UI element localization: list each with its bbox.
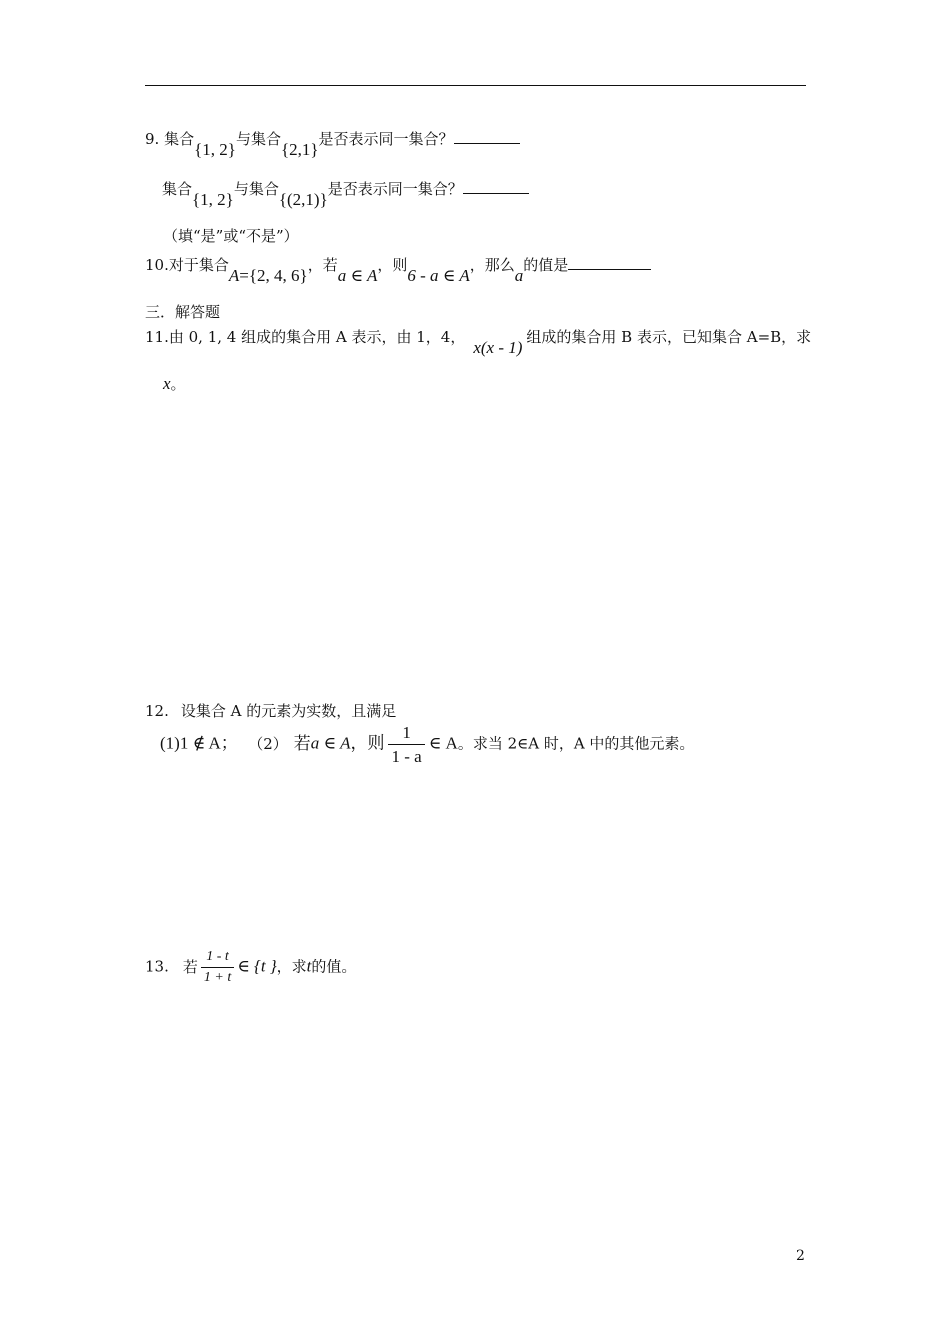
question-11-line-2: [163, 375, 186, 392]
a-in-a: a ∈ A: [310, 733, 351, 753]
question-9-text: 集合: [162, 180, 193, 198]
set-1-2: {1, 2}: [194, 140, 236, 159]
fraction-denominator: 1 - a: [391, 747, 422, 766]
question-12-text: 设集合 A 的元素为实数，且满足: [180, 702, 397, 720]
in-set-t: ∈ {t }: [237, 956, 277, 976]
question-11-text: 。: [170, 375, 186, 393]
condition-2-label: （2）: [255, 734, 288, 753]
page-number: 2: [796, 1248, 805, 1264]
question-9-line-1: [145, 130, 520, 159]
set-a-definition: ={2, 4, 6}: [239, 266, 308, 285]
question-9-line-2: [162, 180, 529, 209]
question-12-text: ，则: [350, 733, 385, 753]
set-1-2: {1, 2}: [192, 190, 234, 209]
six-minus-a-in-a: 6 - a ∈ A: [407, 266, 470, 285]
fraction-1-over-1-minus-a: [388, 724, 424, 765]
answer-blank[interactable]: [568, 269, 651, 270]
answer-blank[interactable]: [463, 193, 529, 194]
fraction-numerator: 1: [388, 724, 424, 745]
question-10-text: ，那么: [469, 256, 515, 274]
question-10-text: ，若: [307, 256, 338, 274]
set-2-1: {2,1}: [280, 140, 319, 159]
question-11-number: 11.: [145, 328, 169, 346]
question-13-text: 若: [182, 957, 198, 976]
fraction-1-minus-t-over-1-plus-t: [201, 950, 234, 985]
in-a-symbol: ∈ A: [428, 733, 458, 753]
question-13-text: ，求: [276, 957, 307, 976]
set-pair-2-1: {(2,1)}: [278, 190, 328, 209]
question-12-text: 。求当 2∈A 时，A 中的其他元素。: [457, 734, 695, 753]
question-9-text: 与集合: [235, 130, 281, 148]
question-12-line-2: [160, 724, 694, 765]
fraction-denominator: 1 + t: [203, 970, 232, 985]
header-rule: [145, 85, 806, 86]
set-a-symbol: A: [228, 266, 240, 285]
question-13-text: 的值。: [311, 957, 357, 976]
question-10-text: ，则: [377, 256, 408, 274]
question-9-text: 集合: [164, 130, 195, 148]
question-11-text: 由 0, 1, 4 组成的集合用 A 表示，由 1，4，: [168, 328, 466, 346]
question-11-text: 组成的集合用 B 表示，已知集合 A=B，求: [526, 328, 812, 346]
question-9-number: 9.: [145, 130, 160, 148]
question-12-line-1: [145, 704, 396, 719]
fraction-numerator: 1 - t: [201, 950, 234, 968]
question-12-number: 12.: [145, 702, 169, 720]
answer-blank[interactable]: [454, 143, 520, 144]
section-heading: 三．解答题: [145, 303, 221, 321]
question-9-text: 是否表示同一集合？: [318, 130, 454, 148]
question-10-text: 对于集合: [168, 256, 229, 274]
question-13: [145, 950, 356, 985]
question-9-hint: （填“是”或“不是”）: [163, 227, 299, 245]
question-9-text: 是否表示同一集合？: [327, 180, 463, 198]
question-10: [145, 256, 651, 285]
question-10-number: 10.: [145, 256, 169, 274]
question-10-text: 的值是: [523, 256, 569, 274]
variable-x: x: [163, 374, 171, 393]
condition-1: (1)1 ∉ A；: [160, 733, 238, 753]
a-in-a: a ∈ A: [337, 266, 378, 285]
question-12-text: 若: [293, 733, 311, 753]
question-11-line-1: [145, 328, 812, 357]
expression-x-x-minus-1: x(x - 1): [473, 338, 523, 357]
question-13-number: 13.: [145, 957, 169, 976]
variable-a: a: [514, 266, 524, 285]
question-9-text: 与集合: [233, 180, 279, 198]
variable-t: t: [306, 956, 312, 976]
